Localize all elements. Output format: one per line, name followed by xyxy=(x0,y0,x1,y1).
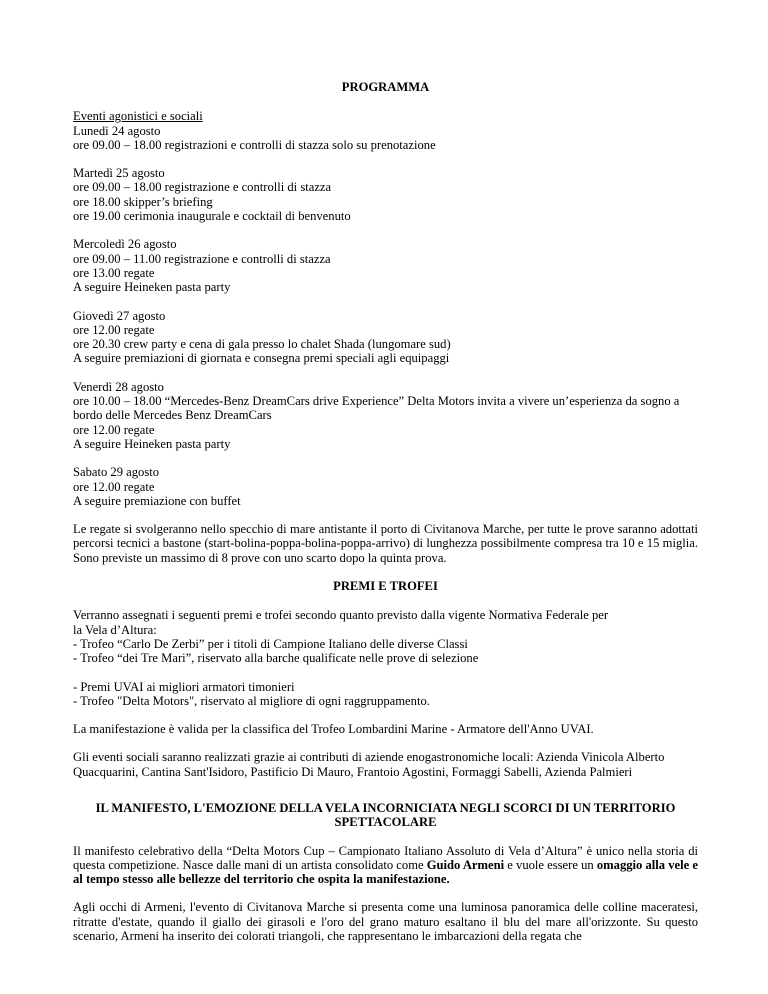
day-title: Lunedì 24 agosto xyxy=(73,123,161,138)
premio-item: - Trofeo "Delta Motors", riservato al migliore di ogni raggruppamento. xyxy=(73,693,430,708)
day-block-martedi xyxy=(73,166,698,223)
schedule-line: A seguire Heineken pasta party xyxy=(73,436,231,451)
day-block-lunedi xyxy=(73,109,698,152)
artist-name: Guido Armeni xyxy=(426,857,505,872)
premi-intro-block xyxy=(73,608,698,665)
day-title: Venerdì 28 agosto xyxy=(73,379,164,394)
schedule-line: ore 09.00 – 18.00 registrazione e controlli di stazza xyxy=(73,180,332,195)
day-title: Mercoledì 26 agosto xyxy=(73,237,177,252)
day-title: Giovedì 27 agosto xyxy=(73,308,166,323)
sponsor-paragraph: Gli eventi sociali saranno realizzati grazie ai contributi di aziende enogastronomiche locali: Azienda Vinicola Alberto Quacquarini, Cantina Sant'Isidoro, Pastificio Di Mauro, Frantoio Agostini, Formaggi Sabelli, Azienda Palmieri xyxy=(73,750,665,779)
manifesto-paragraph-2: Agli occhi di Armeni, l'evento di Civitanova Marche si presenta come una luminosa panoramica delle colline maceratesi, ritratte d'estate, quando il giallo dei girasoli e l'oro del grano maturo esaltano il blu del mare all'orizzonte. Su questo scenario, Armeni ha inserito dei colorati triangoli, che rappresentano le imbarcazioni della regata che xyxy=(73,900,698,944)
schedule-line: A seguire premiazioni di giornata e consegna premi speciali agli equipaggi xyxy=(73,351,450,366)
manifesto-heading: IL MANIFESTO, L'EMOZIONE DELLA VELA INCORNICIATA NEGLI SCORCI DI UN TERRITORIO SPETTACOLARE xyxy=(95,800,676,830)
premi-intro-line: Verranno assegnati i seguenti premi e trofei secondo quanto previsto dalla vigente Normativa Federale per xyxy=(73,608,609,623)
premio-item: - Premi UVAI ai migliori armatori timonieri xyxy=(73,679,295,694)
manifesto-paragraph-1 xyxy=(73,844,698,887)
manifesto-emphasis: omaggio alla vele e al tempo stesso alle bellezze del territorio che ospita la manifestazione. xyxy=(73,857,698,887)
schedule-line: ore 20.30 crew party e cena di gala presso lo chalet Shada (lungomare sud) xyxy=(73,337,451,352)
schedule-line: ore 09.00 – 18.00 registrazioni e controlli di stazza solo su prenotazione xyxy=(73,137,436,152)
regate-paragraph: Le regate si svolgeranno nello specchio di mare antistante il porto di Civitanova Marche, per tutte le prove saranno adottati percorsi tecnici a bastone (start-bolina-poppa-bolina-poppa-arrivo) di lunghezza possibilmente compresa tra 10 e 15 miglia. Sono previste un massimo di 8 prove con uno scarto dopo la quinta prova. xyxy=(73,522,698,565)
schedule-line: ore 13.00 regate xyxy=(73,265,155,280)
day-block-giovedi xyxy=(73,309,698,366)
manifesto-text: Il manifesto celebrativo della “Delta Motors Cup – Campionato Italiano Assoluto di Vela d’Altura” è unico nella storia di questa competizione. Nasce dalle mani di un artista consolidato come xyxy=(73,843,698,872)
day-block-mercoledi xyxy=(73,237,698,294)
schedule-line: ore 18.00 skipper’s briefing xyxy=(73,194,213,209)
schedule-line: A seguire Heineken pasta party xyxy=(73,280,231,295)
day-title: Martedì 25 agosto xyxy=(73,166,165,181)
section-label: Eventi agonistici e sociali xyxy=(73,109,203,124)
schedule-line: A seguire premiazione con buffet xyxy=(73,493,241,508)
schedule-line: ore 09.00 – 11.00 registrazione e controlli di stazza xyxy=(73,251,331,266)
day-block-sabato xyxy=(73,465,698,508)
schedule-line: ore 10.00 – 18.00 “Mercedes-Benz DreamCars drive Experience” Delta Motors invita a vivere un’esperienza da sogno a bordo delle Mercedes Benz DreamCars xyxy=(73,394,680,423)
premi-heading: PREMI E TROFEI xyxy=(333,579,438,594)
document-page xyxy=(73,80,698,943)
premi-intro-line: la Vela d’Altura: xyxy=(73,622,157,637)
premi-list-b xyxy=(73,680,698,709)
day-title: Sabato 29 agosto xyxy=(73,465,160,480)
schedule-line: ore 19.00 cerimonia inaugurale e cocktail di benvenuto xyxy=(73,209,351,224)
manifesto-text: e vuole essere un xyxy=(504,857,597,872)
day-block-venerdi xyxy=(73,380,698,451)
trofeo-item: - Trofeo “Carlo De Zerbi” per i titoli di Campione Italiano delle diverse Classi xyxy=(73,636,468,651)
trofeo-item: - Trofeo “dei Tre Mari”, riservato alla barche qualificate nelle prove di selezione xyxy=(73,651,479,666)
schedule-line: ore 12.00 regate xyxy=(73,422,155,437)
schedule-line: ore 12.00 regate xyxy=(73,322,155,337)
programma-heading: PROGRAMMA xyxy=(341,80,430,94)
classifica-paragraph: La manifestazione è valida per la classifica del Trofeo Lombardini Marine - Armatore dell'Anno UVAI. xyxy=(73,722,594,737)
schedule-line: ore 12.00 regate xyxy=(73,479,155,494)
